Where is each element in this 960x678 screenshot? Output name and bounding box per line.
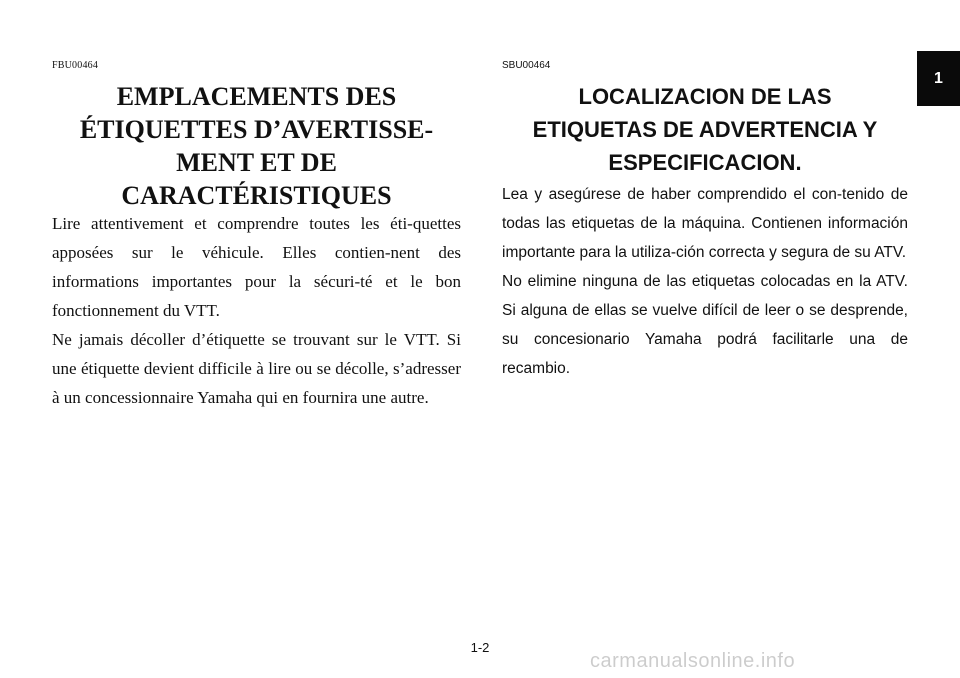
spanish-title-line: ETIQUETAS DE ADVERTENCIA Y (532, 117, 878, 142)
french-paragraph: Ne jamais décoller d’étiquette se trouvant sur le VTT. Si une étiquette devient difficile à lire ou se décolle, s’adresser à un concessionnaire Yamaha qui en fournira une autre. (52, 330, 461, 407)
french-title-line: MENT ET DE (176, 148, 337, 177)
page-number: 1-2 (470, 640, 490, 655)
chapter-tab: 1 (917, 51, 960, 106)
watermark: carmanualsonline.info (590, 650, 796, 672)
french-title-line: EMPLACEMENTS DES (116, 82, 397, 111)
spanish-title-line: LOCALIZACION DE LAS (578, 84, 832, 109)
spanish-paragraph: No elimine ninguna de las etiquetas colocadas en la ATV. Si alguna de ellas se vuelve difícil de leer o se desprende, su concesionario Yamaha podrá facilitarle una de recambio. (502, 273, 908, 377)
french-title (52, 80, 461, 212)
french-title-line: ÉTIQUETTES D’AVERTISSE- (79, 115, 434, 144)
spanish-paragraph: Lea y asegúrese de haber comprendido el con-tenido de todas las etiquetas de la máquina. Contienen información importante para la utiliza-ción correcta y segura de su ATV. (502, 186, 908, 261)
french-paragraph: Lire attentivement et comprendre toutes les éti-quettes apposées sur le véhicule. Elles contien-nent des informations importantes pour la sécuri-té et le bon fonctionnement du VTT. (52, 214, 461, 320)
spanish-body (502, 180, 908, 383)
french-title-line: CARACTÉRISTIQUES (121, 181, 392, 210)
french-body (52, 209, 461, 412)
spanish-title-line: ESPECIFICACION. (608, 150, 802, 175)
spanish-title (502, 80, 908, 179)
french-section-code: FBU00464 (52, 60, 99, 71)
spanish-section-code: SBU00464 (502, 60, 551, 71)
